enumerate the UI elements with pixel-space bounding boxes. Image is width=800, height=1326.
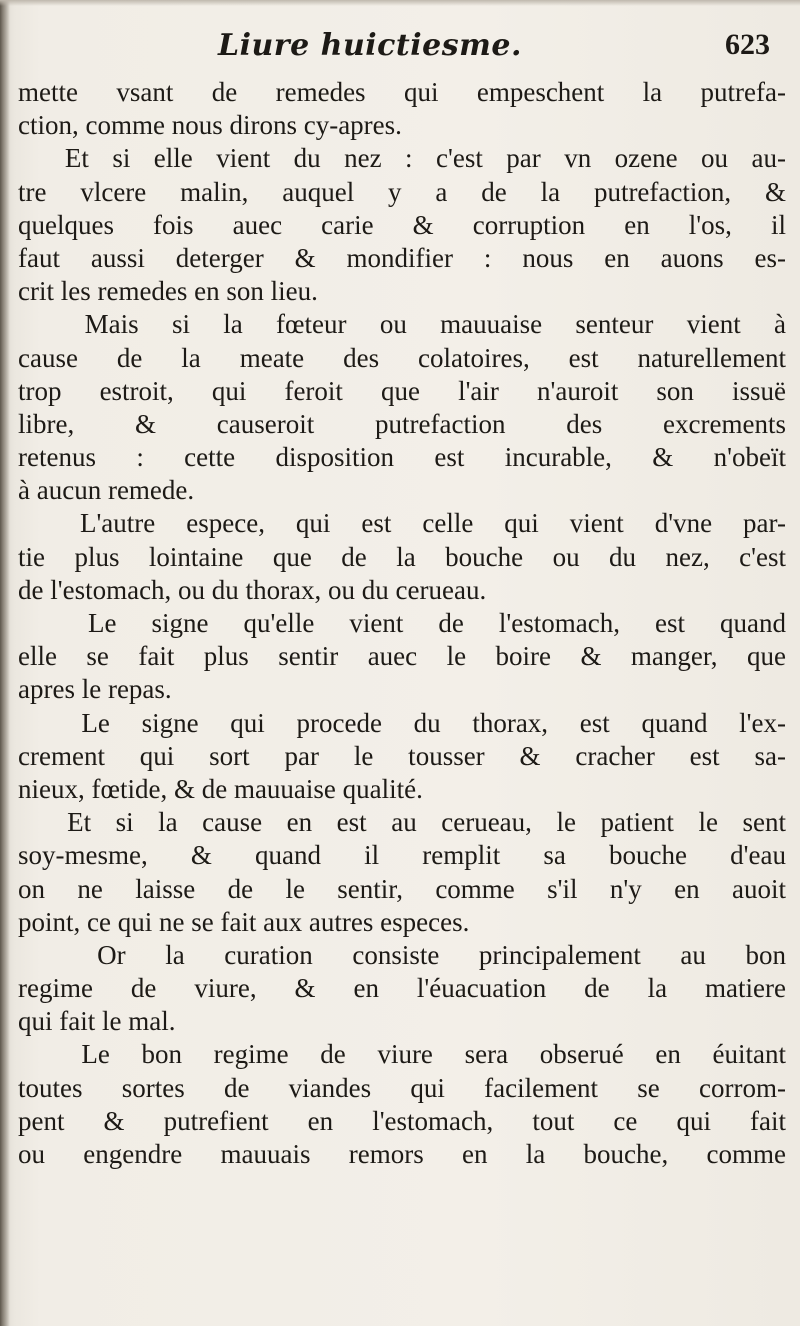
text-line: Le signe qu'elle vient de l'estomach, est quand <box>18 608 786 638</box>
text-line: L'autre espece, qui est celle qui vient d'vne par- <box>18 508 786 539</box>
text-line: Le bon regime de viure sera obserué en éuitant <box>18 1039 786 1070</box>
running-title: Liure huictiesme. <box>218 28 522 63</box>
text-line: quelques fois auec carie & corruption en l'os, il <box>18 209 786 240</box>
text-line: nieux, fœtide, & de mauuaise qualité. <box>18 773 423 804</box>
binding-edge-shadow <box>0 0 10 1326</box>
text-line: toutes sortes de viandes qui facilement se corrom- <box>18 1072 786 1103</box>
text-line: Le signe qui procede du thorax, est quand l'ex- <box>18 707 786 738</box>
page-number: 623 <box>725 28 770 61</box>
text-line: trop estroit, qui feroit que l'air n'auroit son issuë <box>18 375 786 406</box>
text-line: libre, & causeroit putrefaction des excrements <box>18 408 786 439</box>
text-line: pent & putrefient en l'estomach, tout ce qui fait <box>18 1105 786 1136</box>
text-line: retenus : cette disposition est incurable, & n'obeït <box>18 442 786 473</box>
top-edge-shade <box>0 0 800 6</box>
text-line: Mais si la fœteur ou mauuaise senteur vient à <box>18 309 786 340</box>
text-line: crit les remedes en son lieu. <box>18 276 318 307</box>
text-line: ou engendre mauuais remors en la bouche, comme <box>18 1139 786 1169</box>
text-line: point, ce qui ne se fait aux autres especes. <box>18 906 470 937</box>
text-line: cause de la meate des colatoires, est naturellement <box>18 342 786 373</box>
running-head <box>0 18 800 68</box>
text-line: tre vlcere malin, auquel y a de la putrefaction, & <box>18 176 786 207</box>
text-line: tie plus lointaine que de la bouche ou du nez, c'est <box>18 541 786 572</box>
body-text <box>18 76 786 1171</box>
text-line: faut aussi deterger & mondifier : nous en auons es- <box>18 242 786 273</box>
text-line: crement qui sort par le tousser & cracher est sa- <box>18 740 786 771</box>
text-line: elle se fait plus sentir auec le boire & manger, que <box>18 641 786 672</box>
text-line: soy-mesme, & quand il remplit sa bouche d'eau <box>18 840 786 871</box>
text-line: on ne laisse de le sentir, comme s'il n'y en auoit <box>18 873 786 904</box>
text-line: qui fait le mal. <box>18 1006 176 1037</box>
text-line: ction, comme nous dirons cy-apres. <box>18 110 402 141</box>
text-line: apres le repas. <box>18 674 172 705</box>
text-line: Or la curation consiste principalement au bon <box>18 939 786 970</box>
text-line: mette vsant de remedes qui empeschent la putrefa- <box>18 77 786 107</box>
text-line: Et si elle vient du nez : c'est par vn ozene ou au- <box>18 143 786 174</box>
text-line: à aucun remede. <box>18 475 195 506</box>
text-line: regime de viure, & en l'éuacuation de la matiere <box>18 973 786 1004</box>
text-line: de l'estomach, ou du thorax, ou du cerueau. <box>18 574 487 605</box>
text-line: Et si la cause en est au cerueau, le patient le sent <box>18 807 786 838</box>
